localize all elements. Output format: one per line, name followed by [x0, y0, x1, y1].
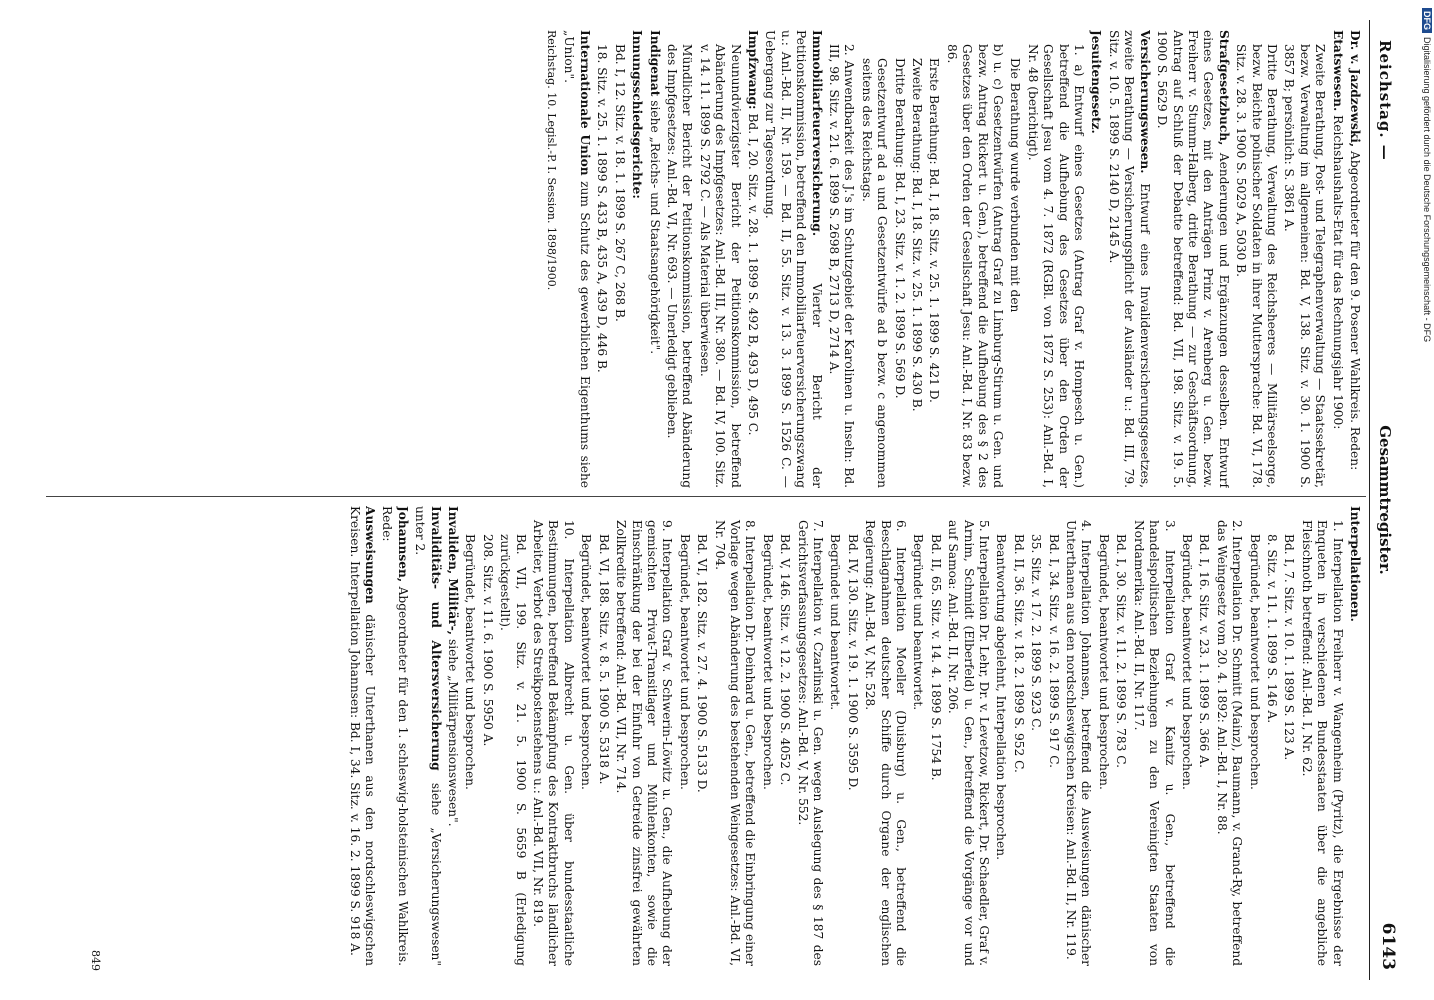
entry-text: 10. Interpellation Albrecht u. Gen. über bundesstaatliche Bestimmungen, betreffend Bekämpfung des Kontraktbruchs ländlicher Arbeiter, Verbot des Streikpostenstehens u.: Anl.-Bd. VII, Nr. 819. — [531, 520, 576, 966]
entry-text: Dritte Berathung: Bd. I, 23. Sitz. v. 1. 2. 1899 S. 569 D. — [892, 58, 907, 399]
register-subentry — [1130, 506, 1176, 966]
entry-text: Zweite Berathung: Bd. I, 18. Sitz. v. 25. 1. 1899 S. 430 B. — [910, 58, 925, 412]
entry-text: Bd. VI, 182. Sitz. v. 27. 4. 1900 S. 5133 D. — [695, 534, 710, 793]
entry-text: Reichstag. 10. Legisl.-P. I. Session. 1898/1900. — [545, 30, 559, 291]
entry-text: 8. Sitz. v. 11. 1. 1899 S. 146 A. — [1264, 534, 1279, 724]
entry-heading: Indigenat — [647, 30, 662, 97]
entry-heading: Strafgesetzbuch, — [1216, 30, 1231, 146]
register-subentry — [794, 506, 825, 966]
register-subentry — [1007, 30, 1022, 488]
entry-text: 4. Interpellation Johannsen, betreffend die Ausweisungen dänischer Unterthanen aus den nordschleswigschen Kreisen: Anl.-Bd. II, Nr. 119. — [1064, 520, 1094, 966]
entry-heading: Etatswesen. — [1330, 30, 1345, 112]
entry-text: Begründet, beantwortet und besprochen. — [760, 534, 775, 790]
register-subentry — [1179, 506, 1194, 966]
register-subentry — [1246, 506, 1261, 966]
register-subentry — [595, 506, 610, 966]
entry-heading: Dr. v. Jazdzewski, — [1348, 30, 1362, 148]
column-left — [42, 30, 1362, 488]
entry-text: 7. Interpellation v. Czarlinski u. Gen. wegen Auslegung des § 187 des Gerichtsverfassungsgesetzes: Anl.-Bd. V, Nr. 552. — [795, 520, 825, 966]
entry-heading: Versicherungswesen. — [1137, 30, 1152, 174]
entry-text: 8. Interpellation Dr. Deinhard u. Gen., betreffend die Einbringung einer Vorlage wegen Abänderung des bestehenden Weingesetzes: Anl.-Bd. VI, Nr. 704. — [712, 520, 758, 966]
register-subentry — [993, 506, 1008, 966]
register-entry — [1347, 506, 1362, 966]
register-entry — [1154, 30, 1231, 488]
register-subentry — [777, 506, 792, 966]
register-entry — [646, 30, 661, 488]
entry-text: 35. Sitz. v. 17. 2. 1899 S. 923 C. — [1029, 534, 1044, 731]
register-subentry — [479, 506, 494, 966]
entry-text: zum Schutz des gewerblichen Eigenthums siehe „Union". — [562, 30, 592, 488]
header-left: Reichstag. — — [1376, 40, 1394, 161]
register-subentry — [1045, 506, 1060, 966]
header-page-number: 6143 — [1378, 922, 1398, 970]
entry-heading: Impfzwang: — [745, 30, 760, 110]
register-subentry — [844, 506, 859, 966]
register-entry — [762, 30, 824, 488]
header-rule — [1369, 20, 1370, 980]
entry-text: Erste Berathung: Bd. I, 18. Sitz. v. 25. 1. 1899 S. 421 D. — [927, 58, 942, 403]
entry-text: 1. Interpellation Freiherr v. Wangenheim (Pyritz), die Ergebnisse der Enqueten in verschiedenen Bundesstaaten über die angebliche Fleischnoth betreffend: Anl.-Bd. I, Nr. 62. — [1299, 520, 1345, 966]
entry-heading: Jesuitengesetz. — [1089, 30, 1104, 134]
register-subentry — [1028, 506, 1043, 966]
register-subentry — [910, 506, 925, 966]
entry-text: Bd. V, 146. Sitz. v. 12. 2. 1900 S. 4052 C. — [778, 534, 793, 786]
entry-text: Bd. I, 30. Sitz. v. 11. 2. 1899 S. 783 C. — [1114, 534, 1129, 769]
entry-text: dänischer Unterthanen aus den nordschleswigschen Kreisen. Interpellation Johannsen: Bd. I, 34. Sitz. v. 16. 2. 1899 S. 918 A. — [347, 506, 378, 966]
entry-heading: Invaliden, Militär-, — [446, 506, 461, 636]
register-subentry — [1264, 506, 1279, 966]
register-subentry — [544, 30, 559, 488]
digitization-credit — [1416, 0, 1434, 1000]
register-entry — [745, 30, 760, 488]
entry-text: Begründet, beantwortet und besprochen. — [1247, 534, 1262, 790]
register-entry — [346, 506, 377, 966]
register-entry — [629, 30, 644, 488]
entry-heading: Interpellationen. — [1348, 506, 1362, 622]
register-subentry — [858, 30, 889, 488]
entry-text: b) u. c) Gesetzentwürfen (Antrag Graf zu Limburg-Stirum u. Gen. und bezw. Antrag Rickert u. Gen.), betreffend die Aufhebung des § 2 des Gesetzes über den Orden der Gesellschaft Jesu: Anl.-Bd. I, Nr. 83 bezw. 86. — [944, 44, 1006, 488]
register-subentry — [1024, 30, 1086, 488]
entry-text: Vierter Bericht der Petitionskommission, betreffend den Immobiliarfeuerversicherungszwang u.: Anl.-Bd. II, Nr. 159. — Bd. II, 55. Sitz. v. 13. 3. 1899 S. 1526 C. — Uebergang zur Tagesordnung. — [763, 30, 824, 488]
entry-text: Bd. I, 7. Sitz. v. 10. 1. 1899 S. 123 A. — [1282, 534, 1297, 761]
entry-text: Gesetzentwurf ad a und Gesetzentwürfe ad b bezw. c angenommen seitens des Reichstags. — [859, 58, 890, 488]
entry-text: Begründet, beantwortet und besprochen. — [579, 534, 594, 790]
entry-heading: Ausweisungen — [363, 506, 378, 604]
register-subentry — [945, 506, 991, 966]
register-entry — [1088, 30, 1103, 488]
entry-heading: Johannsen, — [395, 506, 410, 583]
entry-text: 2. Interpellation Dr. Schmitt (Mainz), Baumann, v. Grand-Ry, betreffend das Weingesetz vom 20. 4. 1892: Anl.-Bd. I, Nr. 88. — [1214, 520, 1245, 966]
register-subentry — [759, 506, 774, 966]
register-subentry — [1298, 506, 1344, 966]
register-subentry — [943, 30, 1005, 488]
entry-text: Beantwortung abgelehnt, Interpellation besprochen. — [994, 534, 1009, 860]
entry-text: Begründet, beantwortet und besprochen. — [1179, 534, 1194, 790]
register-subentry — [1281, 506, 1296, 966]
register-subentry — [1213, 506, 1244, 966]
register-entry — [379, 506, 410, 966]
register-subentry — [1113, 506, 1128, 966]
entry-text: 6. Interpellation Moeller (Duisburg) u. Gen., betreffend die Beschlagnahmen deutscher Schiffe durch Organe der englischen Regierung: Anl.-Bd. V, Nr. 528. — [863, 520, 909, 966]
rotated-register-sheet — [30, 20, 1402, 980]
entry-text: Bd. I, 16. Sitz. v. 23. 1. 1899 S. 366 A. — [1197, 534, 1212, 768]
credit-text: Digitalisierung gefördert durch die Deutsche Forschungsgemeinschaft - DFG — [1422, 37, 1432, 343]
entry-text: Bd. II, 65. Sitz. v. 14. 4. 1899 S. 1754 B. — [928, 534, 943, 781]
entry-text: siehe „Reichs- und Staatsangehörigkeit". — [647, 100, 662, 355]
entry-text: Begründet, beantwortet und besprochen. — [677, 534, 692, 790]
register-subentry — [497, 506, 528, 966]
entry-text: Begründet und beantwortet. — [828, 534, 843, 711]
entry-text: Bd. VI, 188. Sitz. v. 8. 5. 1900 S. 5318 A. — [596, 534, 611, 785]
register-subentry — [827, 506, 842, 966]
entry-text: Zweite Berathung, Post- und Telegraphenverwaltung — Staatssekretär, bezw. Verwaltung im allgemeinen: Bd. V, 138. Sitz. v. 30. 1. 1900 S. 3857 B; persönlich: S. 3861 A. — [1282, 44, 1328, 488]
register-subentry — [1281, 30, 1327, 488]
entry-text: Bd. IV, 130. Sitz. v. 19. 1. 1900 S. 3595 D. — [845, 534, 860, 791]
register-subentry — [1233, 30, 1279, 488]
entry-text: 2. Anwendbarkeit des J.'s im Schutzgebiet der Karolinen u. Inseln: Bd. III, 98. Sitz. v. 21. 6. 1899 S. 2698 B, 2713 D, 2714 A. — [827, 44, 857, 488]
entry-text: Dritte Berathung, Verwaltung des Reichsheeres — Militärseelsorge, bezw. Beichte polnischer Soldaten in ihrer Muttersprache: Bd. VI, 178. Sitz. v. 28. 3. 1900 S. 5029 A, 5030 B. — [1234, 44, 1279, 488]
entry-text: Reichshaushalts-Etat für das Rechnungsjahr 1900: — [1330, 115, 1345, 430]
register-subentry — [862, 506, 908, 966]
entry-text: Bd. I, 34. Sitz. v. 16. 2. 1899 S. 917 C. — [1046, 534, 1061, 769]
entry-text: Mündlicher Bericht der Petitionskommission, betreffend Abänderung des Impfgesetzes: Anl.-Bd. VI, Nr. 693. — Unerledigt geblieben. — [664, 44, 695, 488]
register-subentry — [826, 30, 857, 488]
entry-text: Neunundvierzigster Bericht der Petitionskommission, betreffend Abänderung des Impfgesetzes: Anl.-Bd. III, Nr. 380. — Bd. IV, 100. Sitz. v. 14. 11. 1899 S. 2792 C. — Als Material überwiesen. — [697, 44, 743, 488]
entry-text: Begründet und beantwortet. — [911, 534, 926, 711]
entry-text: Aenderungen und Ergänzungen desselben. Entwurf eines Gesetzes, mit den Anträgen Prinz v. Arenberg u. Gen. bezw. Freiherr v. Stumm-Halberg, dritte Berathung — zur Geschäftsordnung, Antrag auf Schluß der Debatte betreffend: Bd. VII, 198. Sitz. v. 19. 5. 1900 S. 5629 D. — [1155, 30, 1231, 488]
column-divider — [46, 496, 1366, 497]
register-subentry — [611, 30, 626, 488]
entry-heading: Immobiliarfeuerversicherung. — [809, 30, 824, 237]
register-subentry — [1010, 506, 1025, 966]
entry-text: Bd. I, 12. Sitz. v. 18. 1. 1899 S. 267 C, 268 B. — [612, 44, 627, 322]
entry-text: 5. Interpellation Dr. Lehr, Dr. v. Levetzow, Rickert, Dr. Schaedler, Graf v. Arnim, Schmidt (Elberfeld) u. Gen., betreffend die Vorgänge vor und auf Samoa: Anl.-Bd. II, Nr. 206. — [946, 520, 992, 966]
entry-heading: Innungsschiedsgerichte: — [630, 30, 645, 199]
register-entry — [1106, 30, 1152, 488]
register-subentry — [1096, 506, 1111, 966]
bottom-page-number: 849 — [89, 950, 102, 971]
entry-text: siehe „Versicherungswesen" unter 2. — [413, 506, 443, 966]
register-subentry — [927, 506, 942, 966]
register-subentry — [891, 30, 906, 488]
register-subentry — [694, 506, 709, 966]
entry-text: 9. Interpellation Graf v. Schwerin-Löwitz u. Gen., die Aufhebung der gemischten Privat-Transitlager und Mühlenkonten, sowie die Einschränkung der bei der Einfuhr von Getreide zinsfrei gewährten Zollkredite betreffend: Anl.-Bd. VII, Nr. 714. — [614, 520, 675, 966]
entry-text: Begründet, beantwortet und besprochen. — [1096, 534, 1111, 790]
register-subentry — [594, 30, 609, 488]
register-subentry — [613, 506, 675, 966]
entry-text: Abgeordneter für den 1. schleswig-holsteinischen Wahlkreis. Rede: — [380, 506, 410, 966]
register-entry — [1347, 30, 1362, 488]
header-center: Gesammtregister. — [1376, 425, 1394, 575]
register-entry — [445, 506, 460, 966]
entry-heading: Invaliditäts- und Altersversicherung — [428, 506, 443, 771]
register-entry — [1329, 30, 1344, 488]
register-subentry — [676, 506, 691, 966]
register-entry — [561, 30, 592, 488]
entry-text: Entwurf eines Invalidenversicherungsgesetzes, zweite Berathung — Versicherungspflicht der Ausländer u.: Bd. III, 79. Sitz. v. 10. 5. 1899 S. 2140 D, 2145 A. — [1106, 30, 1152, 488]
entry-text: Bd. II, 36. Sitz. v. 18. 2. 1899 S. 952 C. — [1011, 534, 1026, 773]
entry-text: 18. Sitz. v. 25. 1. 1899 S. 433 B, 435 A, 439 D, 446 B. — [595, 44, 610, 373]
register-subentry — [530, 506, 576, 966]
register-subentry — [462, 506, 477, 966]
entry-text: Die Berathung wurde verbunden mit den — [1008, 58, 1023, 313]
dfg-logo-icon: DFG — [1422, 8, 1432, 33]
column-right — [42, 506, 1362, 966]
register-subentry — [926, 30, 941, 488]
entry-heading: Internationale Union — [577, 30, 592, 176]
entry-text: 208. Sitz. v. 11. 6. 1900 S. 5950 A. — [480, 534, 495, 747]
running-header — [1372, 20, 1402, 980]
register-subentry — [696, 30, 742, 488]
register-entry — [412, 506, 443, 966]
register-subentry — [578, 506, 593, 966]
entry-text: Abgeordneter für den 9. Posener Wahlkreis. Reden: — [1348, 151, 1362, 471]
entry-text: Bd. I, 20. Sitz. v. 28. 1. 1899 S. 492 B, 493 D, 495 C. — [745, 113, 760, 436]
entry-text: Begründet, beantwortet und besprochen. — [463, 534, 478, 790]
register-subentry — [711, 506, 757, 966]
entry-text: Bd. VII, 199. Sitz. v. 21. 5. 1900 S. 5659 B (Erledigung zurückgestellt). — [498, 534, 528, 966]
entry-text: 1. a) Entwurf eines Gesetzes (Antrag Graf v. Hompesch u. Gen.) betreffend die Aufhebung des Gesetzes über den Orden der Gesellschaft Jesu vom 4. 7. 1872 (RGBl. von 1872 S. 253): Anl.-Bd. I, Nr. 48 (berichtigt). — [1025, 44, 1087, 488]
entry-text: siehe „Militärpensionswesen". — [446, 638, 461, 827]
entry-text: 3. Interpellation Graf v. Kanitz u. Gen., betreffend die handelspolitischen Beziehungen zu den Vereinigten Staaten von Nordamerika: Anl.-Bd. II, Nr. 117. — [1131, 520, 1177, 966]
register-subentry — [664, 30, 695, 488]
register-subentry — [1196, 506, 1211, 966]
register-subentry — [1063, 506, 1094, 966]
register-subentry — [909, 30, 924, 488]
